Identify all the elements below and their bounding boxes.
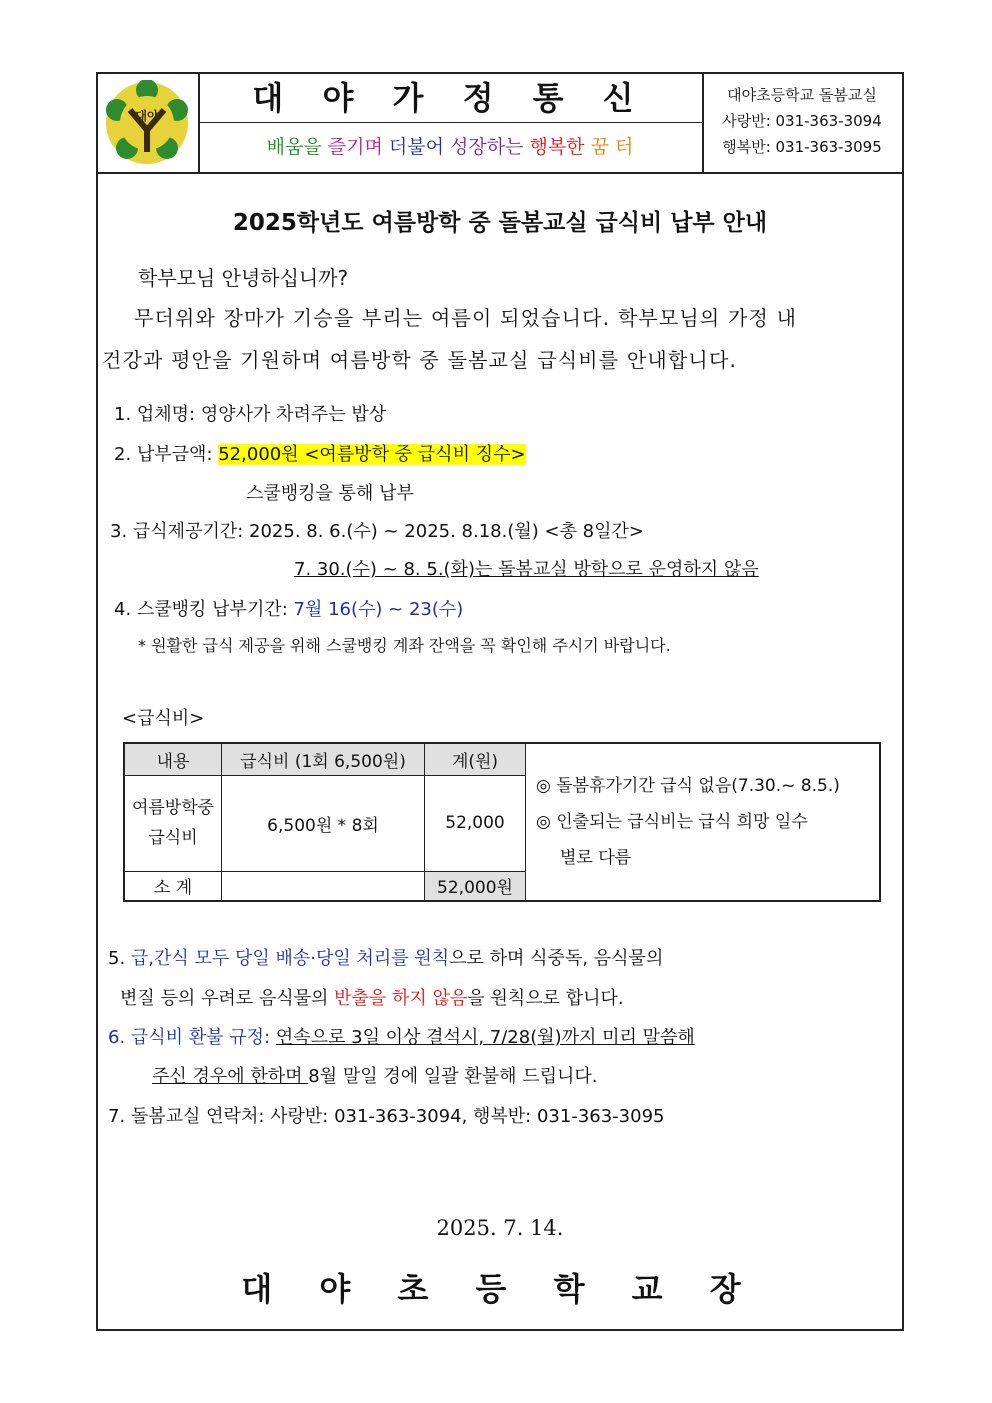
rule-5 [108,944,663,970]
rule-5-text: 변질 등의 우려로 음식물의 [120,988,335,1009]
item-payment-value: 7월 16(수) ~ 23(수) [293,599,464,620]
rule-prefix: 5. [108,948,131,969]
item-period-note: 7. 30.(수) ~ 8. 5.(화)는 돌봄교실 방학으로 운영하지 않음 [294,559,759,580]
contact-info [704,82,900,160]
rule-6-label: 6. 급식비 환불 규정: [108,1027,276,1048]
logo-text: 대야 [135,109,159,123]
motto-segment: 배움을 [266,136,328,158]
rule-6-line2 [152,1062,598,1088]
item-amount-value: 52,000원 <여름방학 중 급식비 징수> [218,444,526,465]
fee-note: ◎ 돌봄휴가기간 급식 없음(7.30.~ 8.5.) [536,776,840,796]
rule-6-text: 8월 말일 경에 일괄 환불해 드립니다. [308,1066,598,1087]
contact-line: 행복반: 031-363-3095 [722,138,882,156]
row-label: 여름방학중 [131,798,215,818]
rule-7: 7. 돌봄교실 연락처: 사랑반: 031-363-3094, 행복반: 031-363-3095 [108,1106,665,1127]
motto-segment: 행복한 [529,136,591,158]
intro-line: 무더위와 장마가 기승을 부리는 여름이 되었습니다. 학부모님의 가정 내 [134,306,798,330]
motto-segment: 꿈 터 [590,136,634,158]
rule-6 [108,1023,695,1049]
rule-5-text: 으로 하며 식중독, 음식물의 [449,948,664,969]
contact-line: 대야초등학교 돌봄교실 [727,86,877,104]
row-label: 급식비 [148,828,198,848]
item-amount-label: 2. 납부금액: [114,444,219,465]
school-motto [198,123,702,171]
item-amount [114,440,526,466]
motto-segment: 더불어 [388,136,450,158]
fee-cell: 6,500원 * 8회 [222,775,425,871]
rule-5-red: 반출을 하지 않음 [334,988,468,1009]
sum-empty-cell [222,871,425,901]
signature: 대 야 초 등 학 교 장 [241,1270,759,1308]
document-frame [96,72,904,1331]
header [98,74,902,174]
fee-notes [526,743,881,901]
item-vendor: 1. 업체명: 영양사가 차려주는 밥상 [114,404,387,425]
newsletter-title: 대 야 가 정 통 신 [198,74,702,123]
sum-label-cell: 소 계 [124,871,222,901]
title-cell [198,74,704,172]
rule-5-line2 [120,984,624,1010]
rule-5-emphasis: 급,간식 모두 당일 배송·당일 처리를 원칙 [130,948,450,969]
item-payment-period [114,595,463,621]
contact-line: 사랑반: 031-363-3094 [722,112,882,130]
motto-segment: 성장하는 [450,136,530,158]
item-amount-method: 스쿨뱅킹을 통해 납부 [246,483,414,504]
header-cell: 계(원) [425,743,526,775]
intro-line: 건강과 평안을 기원하며 여름방학 중 돌봄교실 급식비를 안내합니다. [102,348,738,372]
rule-5-text: 을 원칙으로 합니다. [467,988,624,1009]
rule-6-underlined: 주신 경우에 한하며 [152,1066,309,1087]
header-cell: 내용 [124,743,222,775]
item-payment-label: 4. 스쿨뱅킹 납부기간: [114,599,294,620]
total-cell: 52,000 [425,775,526,871]
header-cell: 급식비 (1회 6,500원) [222,743,425,775]
fee-table [123,742,881,902]
row-label-cell [124,775,222,871]
balance-note: * 원활한 급식 제공을 위해 스쿨뱅킹 계좌 잔액을 꼭 확인해 주시기 바랍니다. [138,636,671,655]
issue-date: 2025. 7. 14. [436,1216,564,1240]
rule-6-underlined: 연속으로 3일 이상 결석시, 7/28(월)까지 미리 말씀해 [275,1027,695,1048]
school-logo [104,80,190,166]
item-period: 3. 급식제공기간: 2025. 8. 6.(수) ~ 2025. 8.18.(월) <총 8일간> [110,521,644,542]
greeting: 학부모님 안녕하십니까? [138,266,349,290]
fee-note: 별로 다름 [560,848,632,868]
document-title: 2025학년도 여름방학 중 돌봄교실 급식비 납부 안내 [232,210,768,236]
logo-cell [98,74,200,172]
sum-total-cell: 52,000원 [425,871,526,901]
fee-note: ◎ 인출되는 급식비는 급식 희망 일수 [536,812,808,832]
fee-section-label: <급식비> [122,708,205,729]
motto-segment: 즐기며 [327,136,389,158]
